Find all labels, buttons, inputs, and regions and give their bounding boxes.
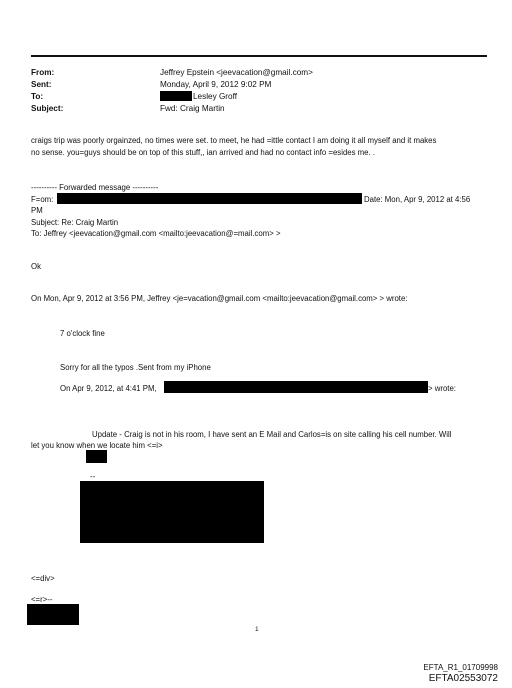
footer-code-2: EFTA02553072 (428, 673, 498, 684)
dash-text: -- (90, 472, 96, 481)
redaction-sender (164, 381, 428, 393)
redaction-small (86, 450, 107, 463)
from-value: Jeffrey Epstein <jeevacation@gmail.com> (160, 68, 313, 77)
forwarded-subject: Subject: Re: Craig Martin (31, 218, 119, 227)
redaction-to (160, 91, 192, 101)
forwarded-date-line2: PM (31, 206, 43, 215)
r-tag-text: <=r>-- (31, 595, 53, 604)
forwarded-to: To: Jeffrey <jeevacation@gmail.com <mailto:jeevacation@=mail.com> > (31, 229, 281, 238)
subject-value: Fwd: Craig Martin (160, 104, 225, 113)
ok-text: Ok (31, 262, 41, 271)
forwarded-divider: ---------- Forwarded message ---------- (31, 183, 159, 192)
main-text-line2: no sense. you=guys should be on top of this stuff,, ian arrived and had no contact info =esides me. . (31, 148, 376, 157)
update-line2: let you know when we locate him <=i> (31, 441, 163, 450)
main-text-line1: craigs trip was poorly orgainzed, no times were set. to meet, he had =ittle contact I am doing it all myself and it makes (31, 136, 437, 145)
forwarded-from-label: F=om: (31, 195, 54, 204)
header-rule (31, 55, 487, 57)
sorry-text: Sorry for all the typos .Sent from my iPhone (60, 363, 211, 372)
seven-oclock-text: 7 o'clock fine (60, 329, 105, 338)
redaction-signature-block (80, 481, 264, 543)
footer-code-1: EFTA_R1_01709998 (423, 663, 498, 672)
sent-value: Monday, April 9, 2012 9:02 PM (160, 80, 272, 89)
sent-label: Sent: (31, 80, 52, 89)
to-label: To: (31, 92, 44, 101)
div-tag-text: <=div> (31, 574, 55, 583)
on-mon-wrote: On Mon, Apr 9, 2012 at 3:56 PM, Jeffrey <je=vacation@gmail.com <mailto:jeevacation@gmail.com> > wrote: (31, 294, 408, 303)
page-number: 1 (255, 626, 259, 633)
wrote-text: > wrote: (428, 384, 456, 393)
subject-label: Subject: (31, 104, 64, 113)
to-value: Lesley Groff (193, 92, 237, 101)
redaction-bottom (27, 604, 79, 625)
from-label: From: (31, 68, 55, 77)
redaction-from (57, 193, 362, 204)
update-line1: Update - Craig is not in his room, I have sent an E Mail and Carlos=is on site calling his cell number. Will (92, 430, 452, 439)
on-apr-text: On Apr 9, 2012, at 4:41 PM, (60, 384, 157, 393)
forwarded-date-line1: Date: Mon, Apr 9, 2012 at 4:56 (364, 195, 471, 204)
